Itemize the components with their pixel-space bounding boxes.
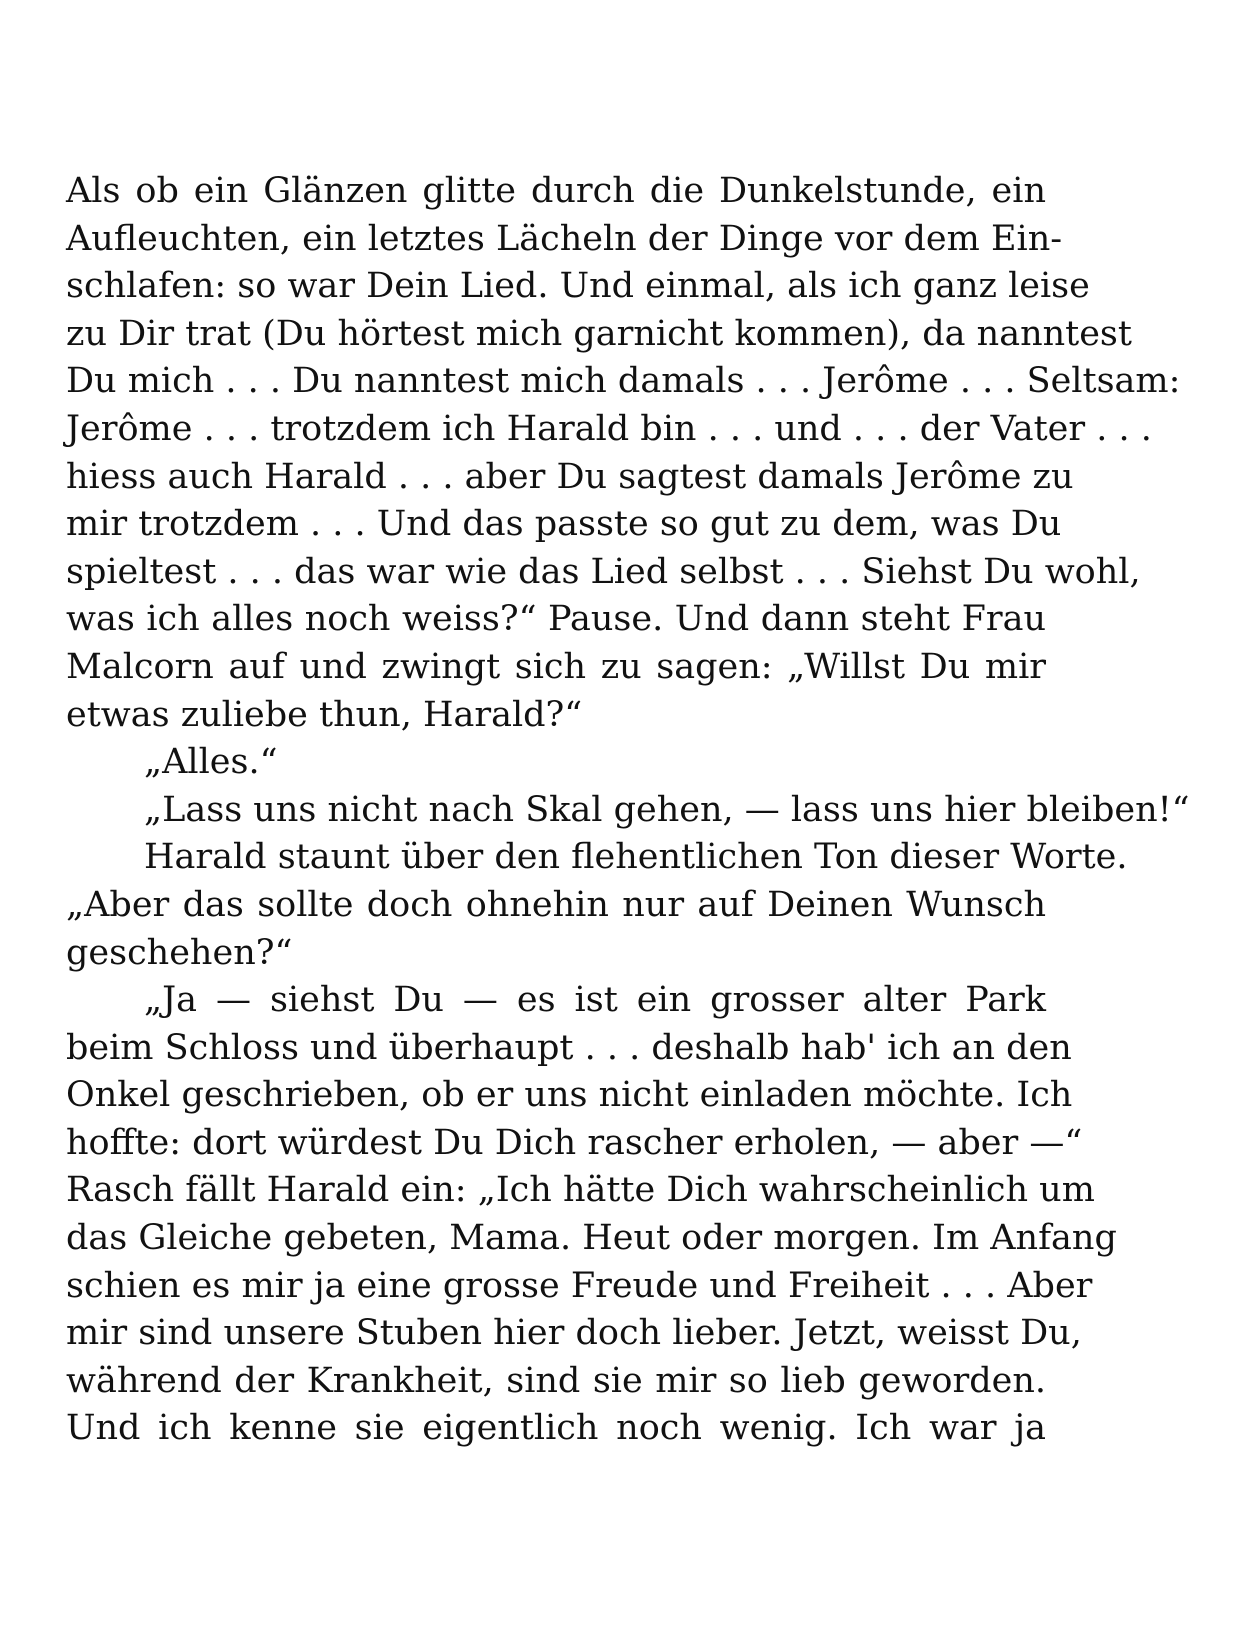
text-line: Harald staunt über den flehentlichen Ton dieser Worte.: [144, 837, 1128, 878]
text-line: hoffte: dort würdest Du Dich rascher erholen, — aber —“: [66, 1122, 1083, 1163]
text-line: zu Dir trat (Du hörtest mich garnicht kommen), da nanntest: [66, 313, 1132, 354]
text-line: mir sind unsere Stuben hier doch lieber. Jetzt, weisst Du,: [66, 1313, 1082, 1354]
text-line: Als ob ein Glänzen glitte durch die Dunkelstunde, ein: [66, 171, 1046, 211]
text-line: was ich alles noch weiss?“ Pause. Und dann steht Frau: [66, 599, 1046, 640]
text-line: Aufleuchten, ein letztes Lächeln der Dinge vor dem Ein-: [66, 218, 1063, 259]
text-line: schlafen: so war Dein Lied. Und einmal, als ich ganz leise: [66, 266, 1090, 307]
text-line: hiess auch Harald . . . aber Du sagtest damals Jerôme zu: [66, 456, 1074, 497]
text-line: während der Krankheit, sind sie mir so lieb geworden.: [66, 1360, 1046, 1401]
text-line: Jerôme . . . trotzdem ich Harald bin . . . und . . . der Vater . . .: [66, 408, 1152, 449]
text-line: „Aber das sollte doch ohnehin nur auf Deinen Wunsch: [66, 884, 1046, 925]
text-line: „Ja — siehst Du — es ist ein grosser alter Park: [144, 980, 1046, 1021]
text-line: „Alles.“: [144, 742, 278, 783]
text-line: mir trotzdem . . . Und das passte so gut zu dem, was Du: [66, 504, 1062, 545]
text-line: geschehen?“: [66, 932, 293, 973]
text-line: Du mich . . . Du nanntest mich damals . . . Jerôme . . . Seltsam:: [66, 361, 1181, 402]
body-text: [66, 168, 1190, 1453]
text-line: Malcorn auf und zwingt sich zu sagen: „Willst Du mir: [66, 646, 1046, 687]
text-line: Onkel geschrieben, ob er uns nicht einladen möchte. Ich: [66, 1075, 1073, 1116]
text-line: das Gleiche gebeten, Mama. Heut oder morgen. Im Anfang: [66, 1218, 1117, 1259]
text-line: „Lass uns nicht nach Skal gehen, — lass uns hier bleiben!“: [144, 789, 1190, 830]
text-line: spieltest . . . das war wie das Lied selbst . . . Siehst Du wohl,: [66, 551, 1141, 592]
text-line: Und ich kenne sie eigentlich noch wenig. Ich war ja: [66, 1408, 1046, 1449]
text-line: Rasch fällt Harald ein: „Ich hätte Dich wahrscheinlich um: [66, 1170, 1095, 1211]
text-line: etwas zuliebe thun, Harald?“: [66, 694, 583, 735]
text-line: beim Schloss und überhaupt . . . deshalb hab' ich an den: [66, 1027, 1072, 1068]
text-line: schien es mir ja eine grosse Freude und Freiheit . . . Aber: [66, 1265, 1093, 1306]
